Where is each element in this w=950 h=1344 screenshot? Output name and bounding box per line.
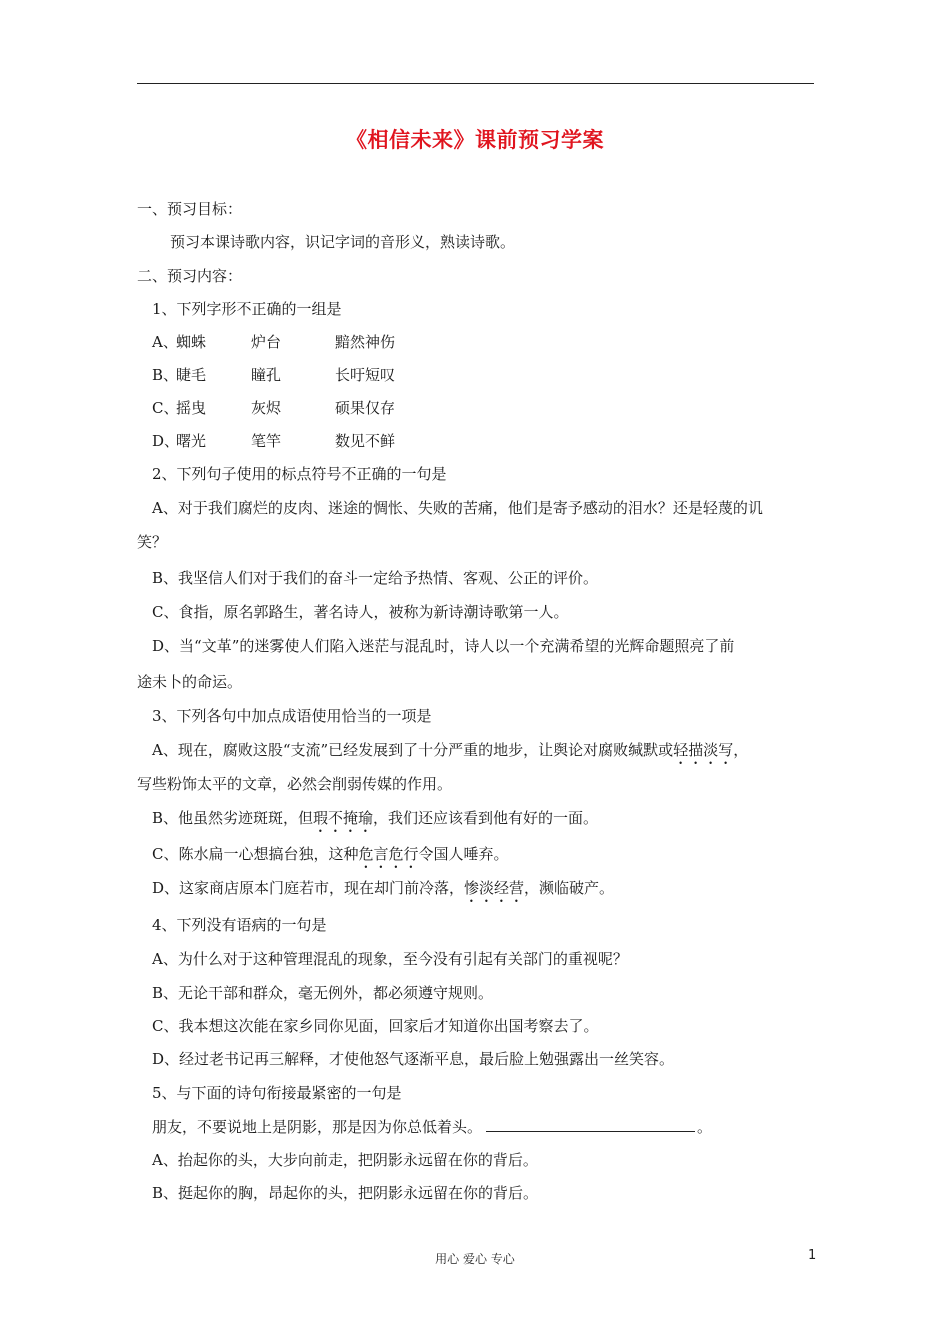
q2-option-b: B、我坚信人们对于我们的奋斗一定给予热情、客观、公正的评价。: [152, 569, 599, 587]
dotted-idiom: 轻描淡写: [673, 741, 734, 759]
sentence-text: ，濒临破产。: [524, 879, 615, 897]
poem-text: 朋友，不要说地上是阴影，那是因为你总低着头。: [152, 1118, 483, 1136]
word-3: 黯然神伤: [335, 333, 396, 351]
poem-end: 。: [697, 1118, 713, 1136]
q3-option-b: [152, 808, 598, 836]
q1-option-c: [152, 398, 395, 418]
sentence-text: ，: [733, 741, 749, 759]
q1-option-d: [152, 431, 395, 451]
q5-option-a: A、抬起你的头，大步向前走，把阴影永远留在你的背后。: [152, 1151, 538, 1169]
q4-option-d: D、经过老书记再三解释，才使他怒气逐渐平息，最后脸上勉强露出一丝笑容。: [152, 1050, 675, 1068]
q2-option-a-line2: 笑？: [137, 533, 168, 551]
word-3: 数见不鲜: [335, 432, 396, 450]
q2-option-c: C、食指，原名郭路生，著名诗人，被称为新诗潮诗歌第一人。: [152, 603, 569, 621]
q4-option-b: B、无论干部和群众，毫无例外，都必须遵守规则。: [152, 984, 494, 1002]
word-1: 摇曳: [176, 399, 207, 417]
word-2: 灰烬: [251, 399, 282, 417]
q3-option-a-line1: [152, 740, 748, 768]
q2-stem: 2、下列句子使用的标点符号不正确的一句是: [152, 465, 447, 483]
q1-option-b: [152, 365, 395, 385]
sentence-text: 令国人唾弃。: [418, 845, 509, 863]
q5-poem-line: [152, 1117, 712, 1137]
q4-option-a: A、为什么对于这种管理混乱的现象，至今没有引起有关部门的重视呢？: [152, 950, 628, 968]
option-label: A、: [152, 333, 178, 351]
word-3: 长吁短叹: [335, 366, 396, 384]
sentence-text: C、陈水扁一心想搞台独，这种: [152, 845, 359, 863]
q5-stem: 5、与下面的诗句衔接最紧密的一句是: [152, 1084, 402, 1102]
word-1: 睫毛: [176, 366, 207, 384]
header-rule: [137, 83, 814, 84]
q1-stem: 1、下列字形不正确的一组是: [152, 300, 342, 318]
q2-option-d-line2: 途未卜的命运。: [137, 673, 243, 691]
sentence-text: B、他虽然劣迹斑斑，但: [152, 809, 314, 827]
word-2: 笔竿: [251, 432, 282, 450]
q5-option-b: B、挺起你的胸，昂起你的头，把阴影永远留在你的背后。: [152, 1184, 539, 1202]
page-title: 《相信未来》课前预习学案: [346, 127, 604, 152]
answer-blank[interactable]: [486, 1117, 695, 1132]
word-2: 炉台: [251, 333, 282, 351]
sentence-text: D、这家商店原本门庭若市，现在却门前冷落，: [152, 879, 465, 897]
dotted-idiom: 危言危行: [358, 845, 419, 863]
q4-stem: 4、下列没有语病的一句是: [152, 916, 327, 934]
word-3: 硕果仅存: [335, 399, 396, 417]
q3-option-d: [152, 878, 614, 906]
word-1: 曙光: [176, 432, 207, 450]
q3-option-a-line2: 写些粉饰太平的文章，必然会削弱传媒的作用。: [137, 775, 453, 793]
sentence-text: ，我们还应该看到他有好的一面。: [373, 809, 599, 827]
dotted-idiom: 瑕不掩瑜: [313, 809, 374, 827]
option-label: B、: [152, 366, 179, 384]
page-number: 1: [808, 1248, 817, 1263]
q3-option-c: [152, 844, 509, 872]
dotted-idiom: 惨淡经营: [464, 879, 525, 897]
page-footer: 用心 爱心 专心: [435, 1252, 515, 1266]
word-2: 瞳孔: [251, 366, 282, 384]
section-1-text: 预习本课诗歌内容，识记字词的音形义，熟读诗歌。: [170, 233, 516, 251]
option-label: D、: [152, 432, 180, 450]
option-label: C、: [152, 399, 179, 417]
q4-option-c: C、我本想这次能在家乡同你见面，回家后才知道你出国考察去了。: [152, 1017, 599, 1035]
q2-option-a-line1: A、对于我们腐烂的皮肉、迷途的惆怅、失败的苦痛，他们是寄予感动的泪水？还是轻蔑的讥: [152, 499, 763, 517]
section-1-heading: 一、预习目标：: [137, 200, 243, 218]
sentence-text: A、现在，腐败这股“支流”已经发展到了十分严重的地步，让舆论对腐败缄默或: [152, 741, 674, 759]
q3-stem: 3、下列各句中加点成语使用恰当的一项是: [152, 707, 432, 725]
word-1: 蜘蛛: [176, 333, 207, 351]
q2-option-d-line1: D、当“文革”的迷雾使人们陷入迷茫与混乱时，诗人以一个充满希望的光辉命题照亮了前: [152, 637, 735, 655]
section-2-heading: 二、预习内容：: [137, 267, 243, 285]
q1-option-a: [152, 332, 395, 352]
